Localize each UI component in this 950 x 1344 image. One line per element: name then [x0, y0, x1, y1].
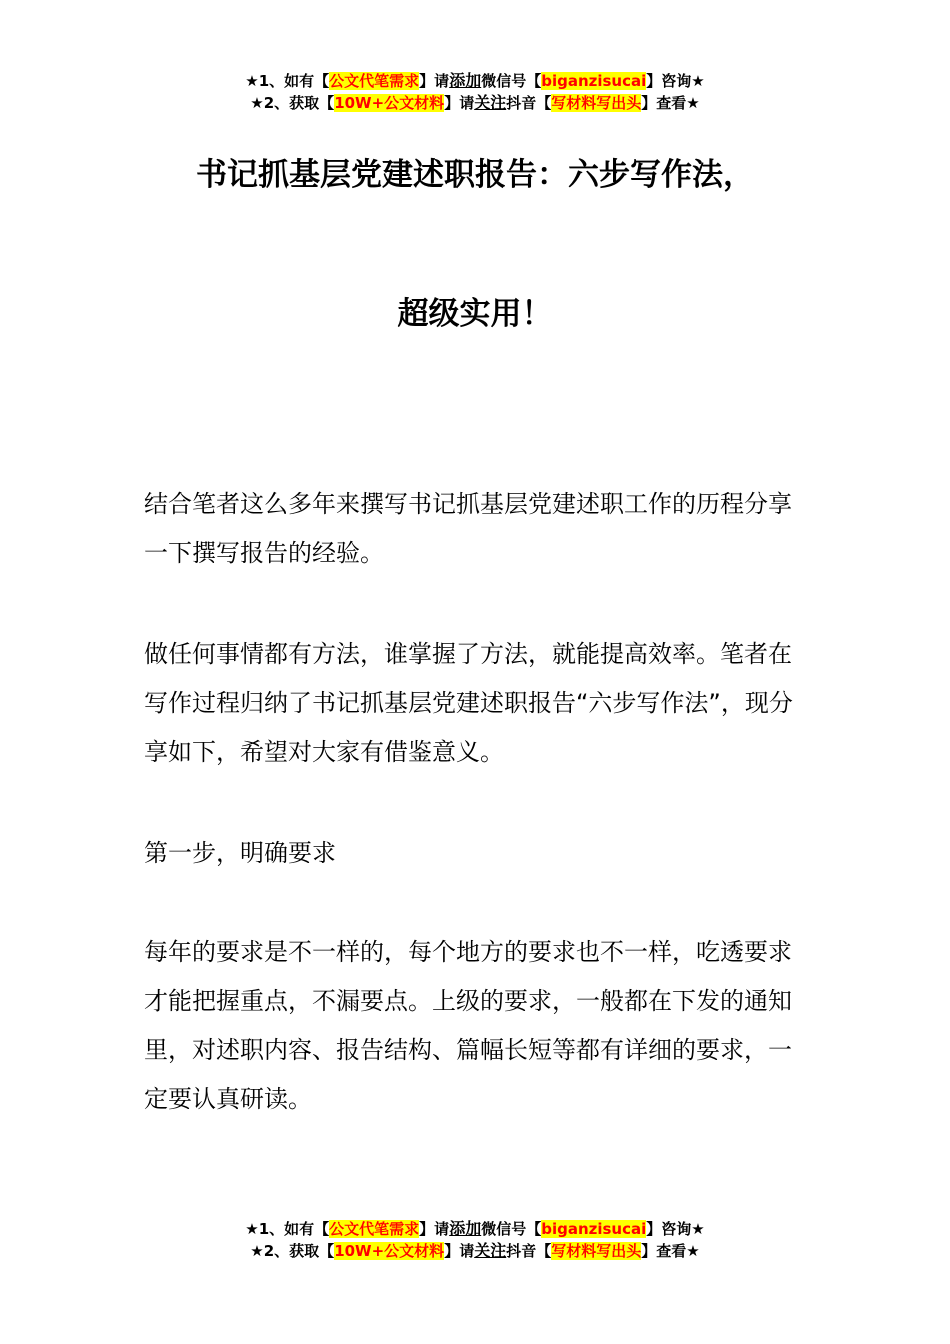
promo-line-2 — [0, 1240, 950, 1262]
promo-text: ★1、如有【 — [245, 72, 330, 90]
promo-text: 】咨询★ — [646, 1220, 705, 1238]
promo-wechat-id: biganzisucai — [541, 72, 647, 90]
promo-text: 】请 — [419, 1220, 450, 1238]
promo-underlined: 添加 — [449, 71, 482, 90]
page-title-line-2: 超级实用！ — [397, 296, 553, 332]
paragraph-step-1: 每年的要求是不一样的，每个地方的要求也不一样，吃透要求才能把握重点，不漏要点。上级的要求，一般都在下发的通知里，对述职内容、报告结构、篇幅长短等都有详细的要求，一定要认真研读。 — [144, 938, 792, 1113]
promo-text: 微信号【 — [481, 1220, 542, 1238]
page-title-line-1: 书记抓基层党建述职报告：六步写作法， — [196, 157, 754, 193]
promo-underlined: 关注 — [474, 1241, 507, 1260]
promo-banner-bottom — [0, 1218, 950, 1262]
promo-text: 】请 — [444, 1242, 475, 1260]
promo-line-2 — [0, 92, 950, 114]
paragraph-method: 做任何事情都有方法，谁掌握了方法，就能提高效率。笔者在写作过程归纳了书记抓基层党建述职报告“六步写作法”，现分享如下，希望对大家有借鉴意义。 — [144, 640, 793, 766]
paragraph-intro: 结合笔者这么多年来撰写书记抓基层党建述职工作的历程分享一下撰写报告的经验。 — [144, 490, 792, 567]
promo-underlined: 添加 — [449, 1219, 482, 1238]
promo-text: 】请 — [444, 94, 475, 112]
promo-banner-top — [0, 70, 950, 114]
promo-highlight: 写材料写出头 — [551, 94, 642, 112]
promo-text: 微信号【 — [481, 72, 542, 90]
promo-text: 】查看★ — [641, 94, 700, 112]
promo-text: 】咨询★ — [646, 72, 705, 90]
promo-line-1 — [0, 1218, 950, 1240]
promo-underlined: 关注 — [474, 93, 507, 112]
promo-highlight: 公文代笔需求 — [329, 1220, 420, 1238]
promo-wechat-id: biganzisucai — [541, 1220, 647, 1238]
section-heading-step-1: 第一步，明确要求 — [144, 839, 336, 867]
promo-text: ★2、获取【 — [250, 94, 335, 112]
promo-text: ★2、获取【 — [250, 1242, 335, 1260]
promo-text: 】请 — [419, 72, 450, 90]
promo-highlight: 10W+公文材料 — [334, 94, 445, 112]
promo-highlight: 公文代笔需求 — [329, 72, 420, 90]
promo-text: 】查看★ — [641, 1242, 700, 1260]
promo-highlight: 写材料写出头 — [551, 1242, 642, 1260]
promo-highlight: 10W+公文材料 — [334, 1242, 445, 1260]
promo-line-1 — [0, 70, 950, 92]
promo-text: ★1、如有【 — [245, 1220, 330, 1238]
promo-text: 抖音【 — [506, 1242, 552, 1260]
promo-text: 抖音【 — [506, 94, 552, 112]
